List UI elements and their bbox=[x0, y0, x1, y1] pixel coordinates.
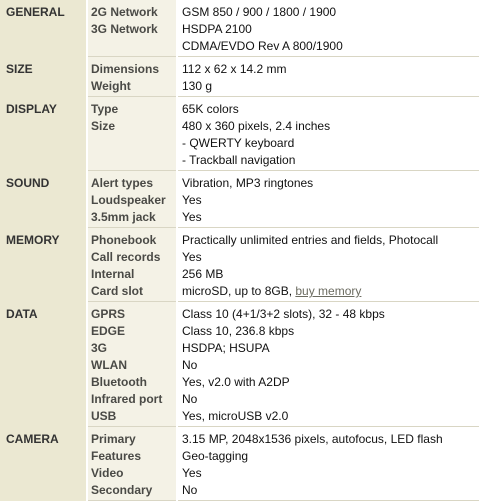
spec-key: Weight bbox=[87, 78, 177, 97]
spec-value: Yes bbox=[182, 193, 202, 207]
spec-value-cell bbox=[177, 21, 479, 38]
spec-value: 3.15 MP, 2048x1536 pixels, autofocus, LED flash bbox=[182, 432, 443, 446]
spec-value: 112 x 62 x 14.2 mm bbox=[182, 62, 287, 76]
spec-value-cell bbox=[177, 302, 479, 324]
spec-value: HSDPA 2100 bbox=[182, 22, 252, 36]
spec-value-cell bbox=[177, 340, 479, 357]
spec-value: HSDPA; HSUPA bbox=[182, 341, 270, 355]
spec-value-cell bbox=[177, 357, 479, 374]
spec-value: Yes, v2.0 with A2DP bbox=[182, 375, 290, 389]
buy-memory-link[interactable]: buy memory bbox=[295, 284, 362, 298]
spec-key bbox=[87, 135, 177, 171]
spec-value-cell bbox=[177, 448, 479, 465]
spec-value-cell bbox=[177, 249, 479, 266]
spec-value-cell bbox=[177, 192, 479, 209]
spec-value-cell bbox=[177, 283, 479, 302]
spec-value-cell bbox=[177, 118, 479, 135]
spec-value-cell bbox=[177, 374, 479, 391]
spec-value-cell bbox=[177, 482, 479, 501]
spec-value: No bbox=[182, 483, 198, 497]
spec-row bbox=[0, 0, 479, 21]
spec-key: Loudspeaker bbox=[87, 192, 177, 209]
spec-key: Internal bbox=[87, 266, 177, 283]
spec-value-cell bbox=[177, 135, 479, 171]
spec-key: 3G bbox=[87, 340, 177, 357]
spec-value: Yes bbox=[182, 250, 202, 264]
category-label-data: DATA bbox=[0, 302, 87, 427]
spec-key: 3.5mm jack bbox=[87, 209, 177, 228]
spec-value: No bbox=[182, 392, 198, 406]
spec-key: Phonebook bbox=[87, 228, 177, 250]
spec-value-cell bbox=[177, 323, 479, 340]
spec-value: Yes, microUSB v2.0 bbox=[182, 409, 289, 423]
spec-key: Size bbox=[87, 118, 177, 135]
category-label-camera: CAMERA bbox=[0, 427, 87, 501]
spec-value-cell bbox=[177, 0, 479, 21]
spec-value-cell bbox=[177, 228, 479, 250]
spec-value: No bbox=[182, 358, 198, 372]
spec-value: Class 10 (4+1/3+2 slots), 32 - 48 kbps bbox=[182, 307, 385, 321]
spec-value-cell bbox=[177, 38, 479, 57]
spec-key: Card slot bbox=[87, 283, 177, 302]
spec-value: microSD, up to 8GB, bbox=[182, 284, 296, 298]
spec-key: Features bbox=[87, 448, 177, 465]
spec-value: Yes bbox=[182, 466, 202, 480]
category-label-sound: SOUND bbox=[0, 171, 87, 228]
spec-row bbox=[0, 427, 479, 449]
spec-value: GSM 850 / 900 / 1800 / 1900 bbox=[182, 5, 337, 19]
spec-key: Primary bbox=[87, 427, 177, 449]
spec-key: WLAN bbox=[87, 357, 177, 374]
spec-key: Bluetooth bbox=[87, 374, 177, 391]
spec-value: 256 MB bbox=[182, 267, 224, 281]
spec-key: EDGE bbox=[87, 323, 177, 340]
spec-value: 65K colors bbox=[182, 102, 239, 116]
spec-row bbox=[0, 228, 479, 250]
spec-key: Alert types bbox=[87, 171, 177, 193]
spec-key: 2G Network bbox=[87, 0, 177, 21]
spec-row bbox=[0, 97, 479, 119]
spec-key: 3G Network bbox=[87, 21, 177, 38]
spec-value: 480 x 360 pixels, 2.4 inches bbox=[182, 119, 331, 133]
spec-value-cell bbox=[177, 78, 479, 97]
spec-value-cell bbox=[177, 465, 479, 482]
category-label-display: DISPLAY bbox=[0, 97, 87, 171]
category-label-size: SIZE bbox=[0, 57, 87, 97]
spec-key bbox=[87, 38, 177, 57]
category-label-general: GENERAL bbox=[0, 0, 87, 57]
spec-value: Practically unlimited entries and fields, Photocall bbox=[182, 233, 439, 247]
spec-value: Yes bbox=[182, 210, 202, 224]
category-label-memory: MEMORY bbox=[0, 228, 87, 302]
spec-row bbox=[0, 171, 479, 193]
spec-key: Call records bbox=[87, 249, 177, 266]
spec-value: Class 10, 236.8 kbps bbox=[182, 324, 295, 338]
spec-row bbox=[0, 302, 479, 324]
spec-value: 130 g bbox=[182, 79, 213, 93]
spec-key: Infrared port bbox=[87, 391, 177, 408]
spec-value-cell bbox=[177, 408, 479, 427]
spec-key: GPRS bbox=[87, 302, 177, 324]
spec-value-cell bbox=[177, 209, 479, 228]
spec-row bbox=[0, 57, 479, 79]
spec-value-cell bbox=[177, 427, 479, 449]
spec-key: USB bbox=[87, 408, 177, 427]
spec-value-cell bbox=[177, 171, 479, 193]
spec-value-cell bbox=[177, 266, 479, 283]
spec-value: Vibration, MP3 ringtones bbox=[182, 176, 314, 190]
spec-value-cell bbox=[177, 391, 479, 408]
spec-key: Dimensions bbox=[87, 57, 177, 79]
spec-value: CDMA/EVDO Rev A 800/1900 bbox=[182, 39, 343, 53]
spec-key: Type bbox=[87, 97, 177, 119]
spec-value: - QWERTY keyboard - Trackball navigation bbox=[182, 136, 296, 167]
spec-key: Secondary bbox=[87, 482, 177, 501]
spec-value-cell bbox=[177, 97, 479, 119]
spec-key: Video bbox=[87, 465, 177, 482]
spec-value: Geo-tagging bbox=[182, 449, 249, 463]
spec-value-cell bbox=[177, 57, 479, 79]
